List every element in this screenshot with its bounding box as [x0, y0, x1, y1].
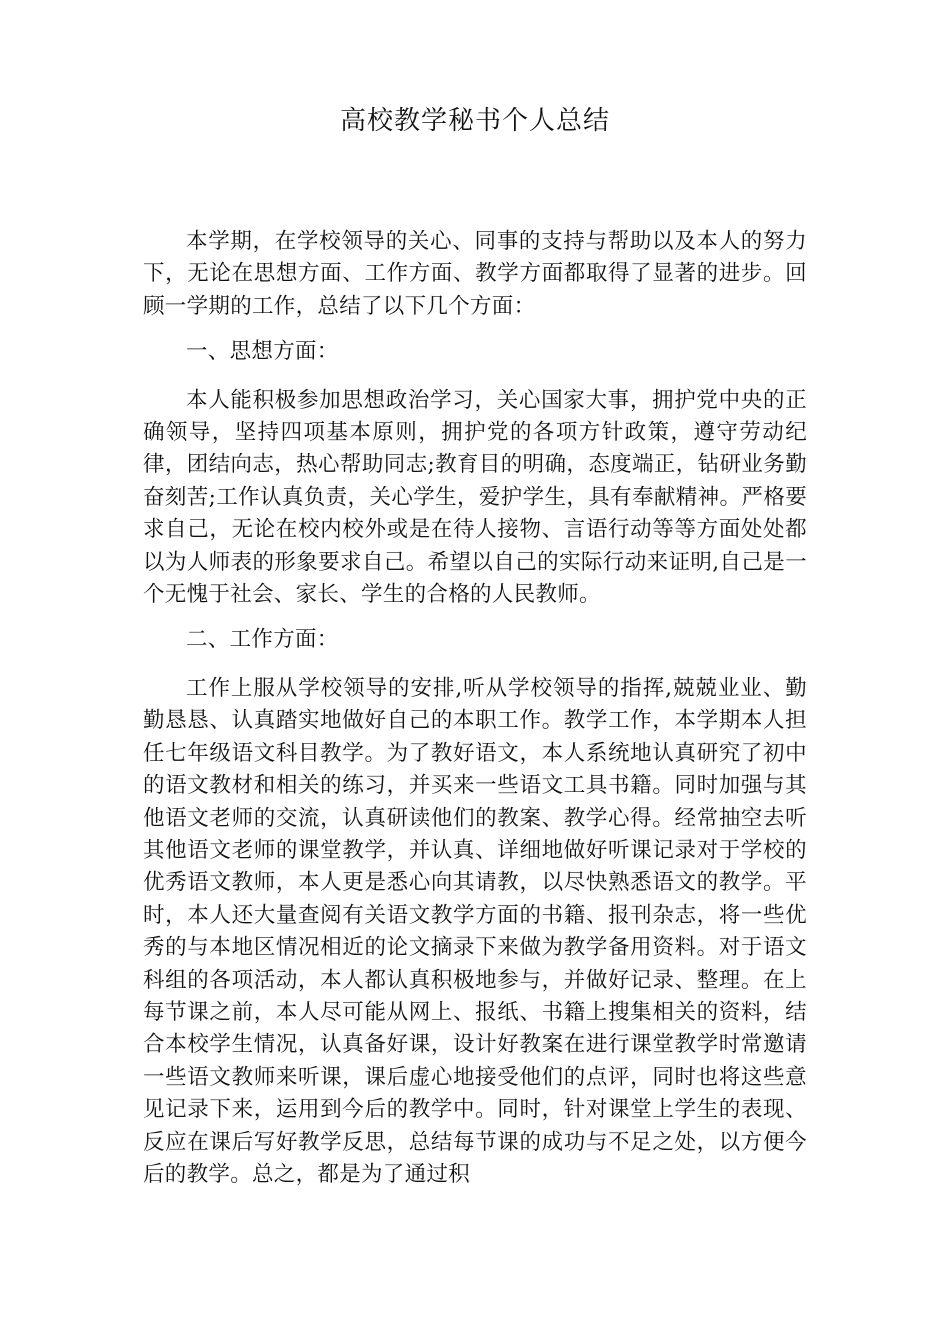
section-heading-thought: 一、思想方面： [186, 339, 339, 365]
document-title: 高校教学秘书个人总结 [339, 106, 610, 136]
section-paragraph-thought: 本人能积极参加思想政治学习，关心国家大事，拥护党中央的正确领导，坚持四项基本原则，拥护党的各项方针政策，遵守劳动纪律，团结向志，热心帮助同志;教育目的明确，态度端正，钻研业务勤奋刻苦;工作认真负责，关心学生，爱护学生，具有奉献精神。严格要求自己，无论在校内校外或是在待人接物、言语行动等等方面处处都以为人师表的形象要求自己。希望以自己的实际行动来证明,自己是一个无愧于社会、家长、学生的合格的人民教师。 [143, 387, 807, 608]
document-body [143, 226, 807, 1204]
section-heading-work: 二、工作方面： [186, 627, 339, 653]
intro-paragraph: 本学期，在学校领导的关心、同事的支持与帮助以及本人的努力下，无论在思想方面、工作方面、教学方面都取得了显著的进步。回顾一学期的工作，总结了以下几个方面： [143, 229, 807, 319]
section-paragraph-work: 工作上服从学校领导的安排,听从学校领导的指挥,兢兢业业、勤勤恳恳、认真踏实地做好自己的本职工作。教学工作，本学期本人担任七年级语文科目教学。为了教好语文，本人系统地认真研究了初中的语文教材和相关的练习，并买来一些语文工具书籍。同时加强与其他语文老师的交流，认真研读他们的教案、教学心得。经常抽空去听其他语文老师的课堂教学，并认真、详细地做好听课记录对于学校的优秀语文教师，本人更是悉心向其请教，以尽快熟悉语文的教学。平时，本人还大量查阅有关语文教学方面的书籍、报刊杂志，将一些优秀的与本地区情况相近的论文摘录下来做为教学备用资料。对于语文科组的各项活动，本人都认真积极地参与，并做好记录、整理。在上每节课之前，本人尽可能从网上、报纸、书籍上搜集相关的资料，结合本校学生情况，认真备好课，设计好教案在进行课堂教学时常邀请一些语文教师来听课，课后虚心地接受他们的点评，同时也将这些意见记录下来，运用到今后的教学中。同时，针对课堂上学生的表现、反应在课后写好教学反思，总结每节课的成功与不足之处，以方便今后的教学。总之，都是为了通过积 [143, 675, 807, 1187]
